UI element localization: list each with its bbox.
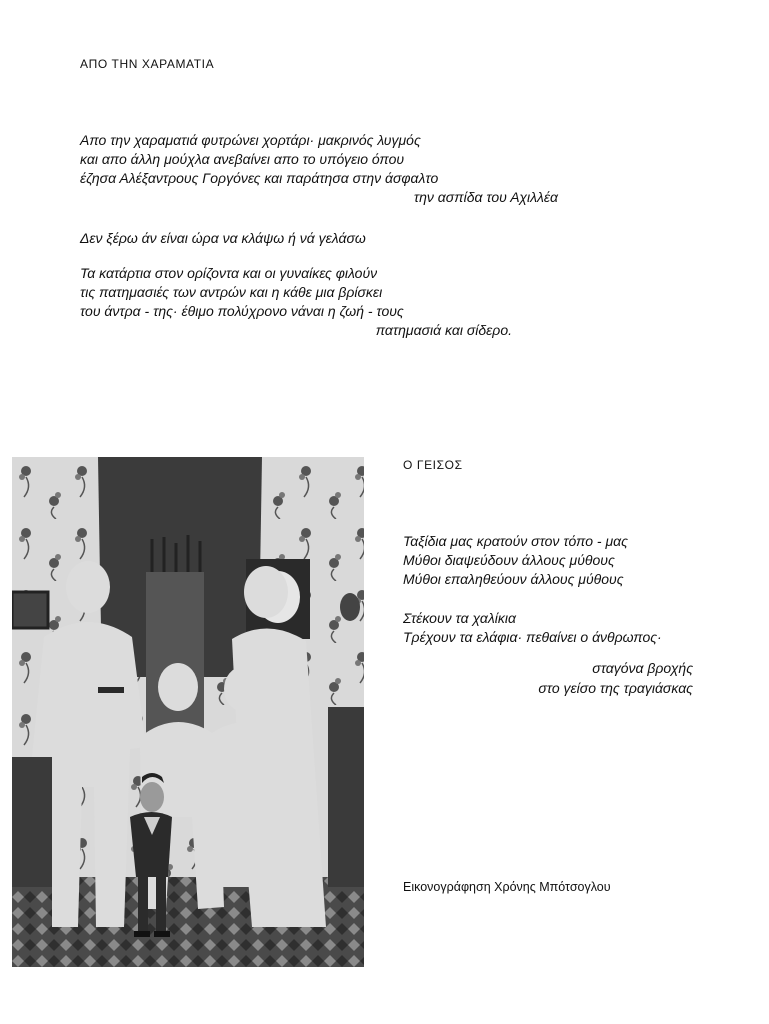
poem2-line: Ταξίδια μας κρατούν στον τόπο - μας <box>403 533 628 549</box>
poem1-title: ΑΠΟ ΤΗΝ ΧΑΡΑΜΑΤΙΑ <box>80 57 215 71</box>
poem1-line: έζησα Αλέξαντρους Γοργόνες και παράτησα στην άσφαλτο <box>80 170 439 186</box>
poem1-line: τις πατημασιές των αντρών και η κάθε μια βρίσκει <box>80 284 383 300</box>
poem1-line: πατημασιά και σίδερο. <box>375 322 512 338</box>
poem1-line: Τα κατάρτια στον ορίζοντα και οι γυναίκες φιλούν <box>80 265 378 281</box>
illustration-credit: Εικονογράφηση Χρόνης Μπότσογλου <box>403 880 611 894</box>
poem1-line: του άντρα - της· έθιμο πολύχρονο νάναι η ζωή - τους <box>80 303 404 319</box>
poem2-title: Ο ΓΕΙΣΟΣ <box>403 458 463 472</box>
poem1-line: Δεν ξέρω άν είναι ώρα να κλάψω ή νά γελάσω <box>80 230 366 246</box>
poem2-line: Τρέχουν τα ελάφια· πεθαίνει ο άνθρωπος· <box>403 629 662 645</box>
poem2-line: Μύθοι διαψεύδουν άλλους μύθους <box>403 552 615 568</box>
poem1-line: την ασπίδα του Αχιλλέα <box>413 189 558 205</box>
poem2-line: σταγόνα βροχής <box>592 660 693 676</box>
poem2-line: Στέκουν τα χαλίκια <box>403 610 516 626</box>
poem2-line: στο γείσο της τραγιάσκας <box>538 680 693 696</box>
poem1-line: Απο την χαραματιά φυτρώνει χορτάρι· μακρινός λυγμός <box>80 132 421 148</box>
poem1-line: και απο άλλη μούχλα ανεβαίνει απο το υπόγειο όπου <box>80 151 405 167</box>
poem2-line: Μύθοι επαληθεύουν άλλους μύθους <box>403 571 624 587</box>
family-silhouette-illustration <box>12 457 364 967</box>
